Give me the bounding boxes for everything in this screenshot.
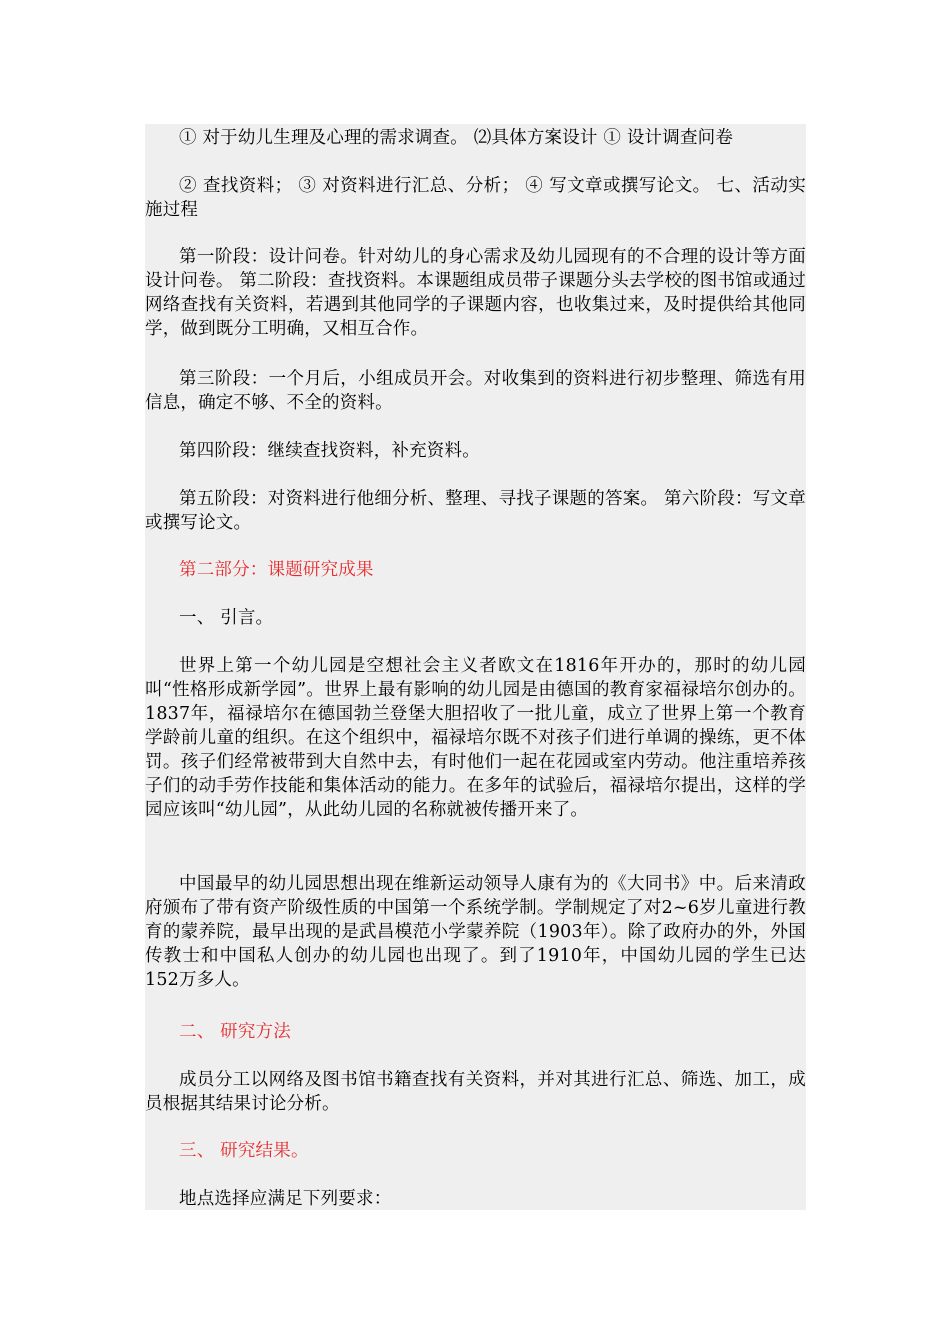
paragraph-stage-five-six: 第五阶段：对资料进行他细分析、整理、寻找子课题的答案。 第六阶段：写文章或撰写论文。 xyxy=(145,489,806,533)
paragraph-requirements: ① 对于幼儿生理及心理的需求调查。 ⑵具体方案设计 ① 设计调查问卷 xyxy=(179,128,734,148)
section-heading-results: 第二部分：课题研究成果 xyxy=(179,560,374,580)
subheading-research-results: 三、 研究结果。 xyxy=(179,1141,309,1161)
paragraph-location-requirements: 地点选择应满足下列要求： xyxy=(179,1189,392,1209)
paragraph-stage-three: 第三阶段：一个月后，小组成员开会。对收集到的资料进行初步整理、筛选有用信息，确定不够、不全的资料。 xyxy=(145,369,806,413)
paragraph-steps: ② 查找资料； ③ 对资料进行汇总、分析； ④ 写文章或撰写论文。 七、活动实施过程 xyxy=(145,176,806,220)
document-body xyxy=(145,124,806,1210)
paragraph-research-method: 成员分工以网络及图书馆书籍查找有关资料，并对其进行汇总、筛选、加工，成员根据其结果讨论分析。 xyxy=(145,1070,806,1114)
paragraph-kindergarten-history-china: 中国最早的幼儿园思想出现在维新运动领导人康有为的《大同书》中。后来清政府颁布了带有资产阶级性质的中国第一个系统学制。学制规定了对2~6岁儿童进行教育的蒙养院，最早出现的是武昌模范小学蒙养院（1903年）。除了政府办的外，外国传教士和中国私人创办的幼儿园也出现了。到了1910年，中国幼儿园的学生已达152万多人。 xyxy=(145,874,806,990)
paragraph-stage-one-two: 第一阶段：设计问卷。针对幼儿的身心需求及幼儿园现有的不合理的设计等方面设计问卷。 第二阶段：查找资料。本课题组成员带子课题分头去学校的图书馆或通过网络查找有关资料，若遇到其他同学的子课题内容，也收集过来，及时提供给其他同学，做到既分工明确，又相互合作。 xyxy=(145,247,806,339)
paragraph-stage-four: 第四阶段：继续查找资料，补充资料。 xyxy=(179,441,480,461)
subheading-research-method: 二、 研究方法 xyxy=(179,1022,291,1042)
subheading-introduction: 一、 引言。 xyxy=(179,608,274,628)
paragraph-kindergarten-history-world: 世界上第一个幼儿园是空想社会主义者欧文在1816年开办的，那时的幼儿园叫“性格形成新学园”。世界上最有影响的幼儿园是由德国的教育家福禄培尔创办的。1837年，福禄培尔在德国勃兰登堡大胆招收了一批儿童，成立了世界上第一个教育学龄前儿童的组织。在这个组织中，福禄培尔既不对孩子们进行单调的操练，更不体罚。孩子们经常被带到大自然中去，有时他们一起在花园或室内劳动。他注重培养孩子们的动手劳作技能和集体活动的能力。在多年的试验后，福禄培尔提出，这样的学园应该叫“幼儿园”，从此幼儿园的名称就被传播开来了。 xyxy=(145,656,806,820)
